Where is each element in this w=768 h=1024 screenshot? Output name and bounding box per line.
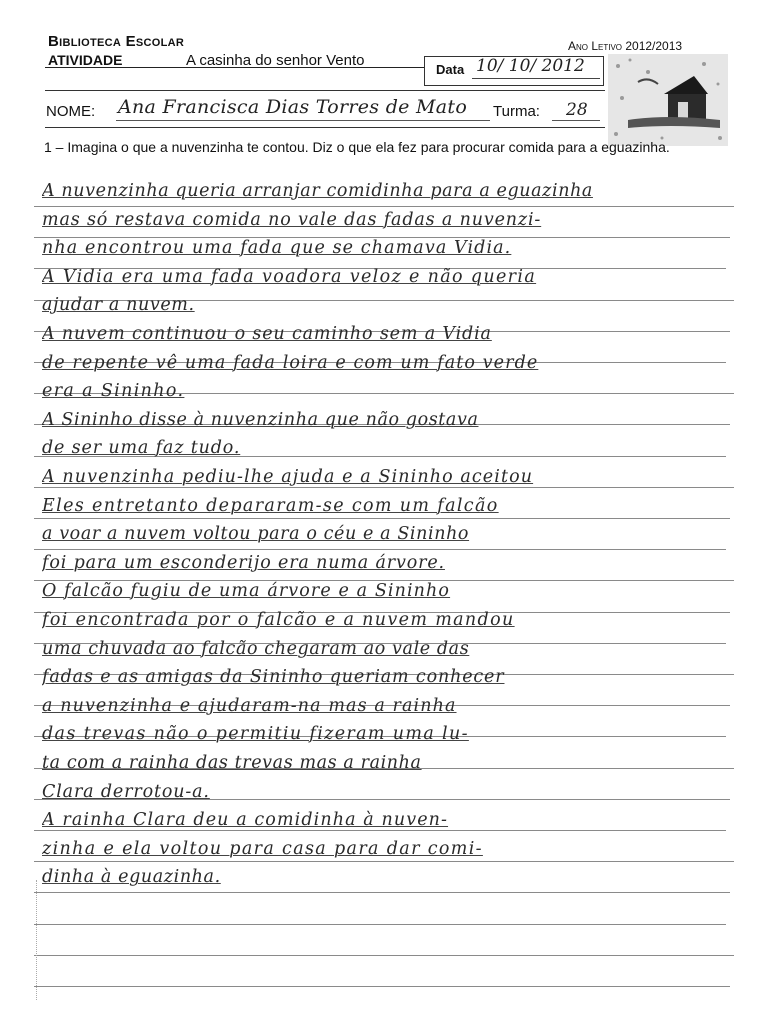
answer-line: de repente vê uma fada loira e com um fato verde bbox=[42, 353, 539, 373]
ruled-line bbox=[34, 830, 726, 831]
answer-line: das trevas não o permitiu fizeram uma lu- bbox=[42, 724, 469, 744]
answer-line: A Vidia era uma fada voadora veloz e não queria bbox=[42, 267, 537, 287]
answer-line: a nuvenzinha e ajudaram-na mas a rainha bbox=[42, 696, 457, 716]
ruled-line bbox=[34, 487, 734, 488]
answer-line: Eles entretanto depararam-se com um falcão bbox=[42, 496, 499, 516]
class-label: Turma: bbox=[493, 103, 540, 120]
answer-line: ta com a rainha das trevas mas a rainha bbox=[42, 753, 422, 773]
answer-line: A rainha Clara deu a comidinha à nuven- bbox=[42, 810, 449, 830]
class-field[interactable]: 28 bbox=[566, 100, 588, 120]
answer-line: A nuvenzinha pediu-lhe ajuda e a Sininho aceitou bbox=[42, 467, 534, 487]
ruled-line bbox=[34, 518, 730, 519]
answer-line: de ser uma faz tudo. bbox=[42, 438, 241, 458]
activity-title: A casinha do senhor Vento bbox=[186, 52, 365, 69]
answer-line: zinha e ela voltou para casa para dar comi- bbox=[42, 839, 483, 859]
date-field[interactable]: 10/ 10/ 2012 bbox=[476, 56, 585, 76]
ruled-line bbox=[34, 892, 730, 893]
school-name: Biblioteca Escolar bbox=[48, 33, 185, 50]
ruled-line bbox=[34, 955, 734, 956]
name-label: NOME: bbox=[46, 103, 96, 120]
ruled-line bbox=[34, 549, 726, 550]
answer-line: a voar a nuvem voltou para o céu e a Sininho bbox=[42, 524, 470, 544]
school-year: Ano Letivo 2012/2013 bbox=[568, 39, 683, 53]
answer-line: ajudar a nuvem. bbox=[42, 295, 195, 315]
answer-line: era a Sininho. bbox=[42, 381, 185, 401]
answer-line: nha encontrou uma fada que se chamava Vidia. bbox=[42, 238, 512, 258]
activity-label: ATIVIDADE bbox=[48, 52, 123, 68]
answer-line: uma chuvada ao falcão chegaram ao vale das bbox=[42, 639, 470, 659]
answer-line: dinha à eguazinha. bbox=[42, 867, 221, 887]
margin-marks bbox=[36, 880, 43, 1000]
ruled-line bbox=[34, 861, 734, 862]
answer-line: O falcão fugiu de uma árvore e a Sininho bbox=[42, 581, 451, 601]
ruled-line bbox=[34, 986, 730, 987]
answer-line: A nuvenzinha queria arranjar comidinha para a eguazinha bbox=[42, 181, 593, 201]
answer-line: mas só restava comida no vale das fadas a nuvenzi- bbox=[42, 210, 542, 230]
ruled-line bbox=[34, 924, 726, 925]
answer-line: A nuvem continuou o seu caminho sem a Vidia bbox=[42, 324, 492, 344]
answer-line: fadas e as amigas da Sininho queriam conhecer bbox=[42, 667, 505, 687]
question-text: 1 – Imagina o que a nuvenzinha te contou. Diz o que ela fez para procurar comida para a eguazinha. bbox=[44, 139, 670, 155]
date-label: Data bbox=[436, 62, 465, 77]
answer-line: A Sininho disse à nuvenzinha que não gostava bbox=[42, 410, 479, 430]
answer-line: Clara derrotou-a. bbox=[42, 782, 210, 802]
ruled-line bbox=[34, 206, 734, 207]
answer-line: foi para um esconderijo era numa árvore. bbox=[42, 553, 445, 573]
answer-line: foi encontrada por o falcão e a nuvem mandou bbox=[42, 610, 515, 630]
name-field[interactable]: Ana Francisca Dias Torres de Mato bbox=[118, 96, 468, 118]
